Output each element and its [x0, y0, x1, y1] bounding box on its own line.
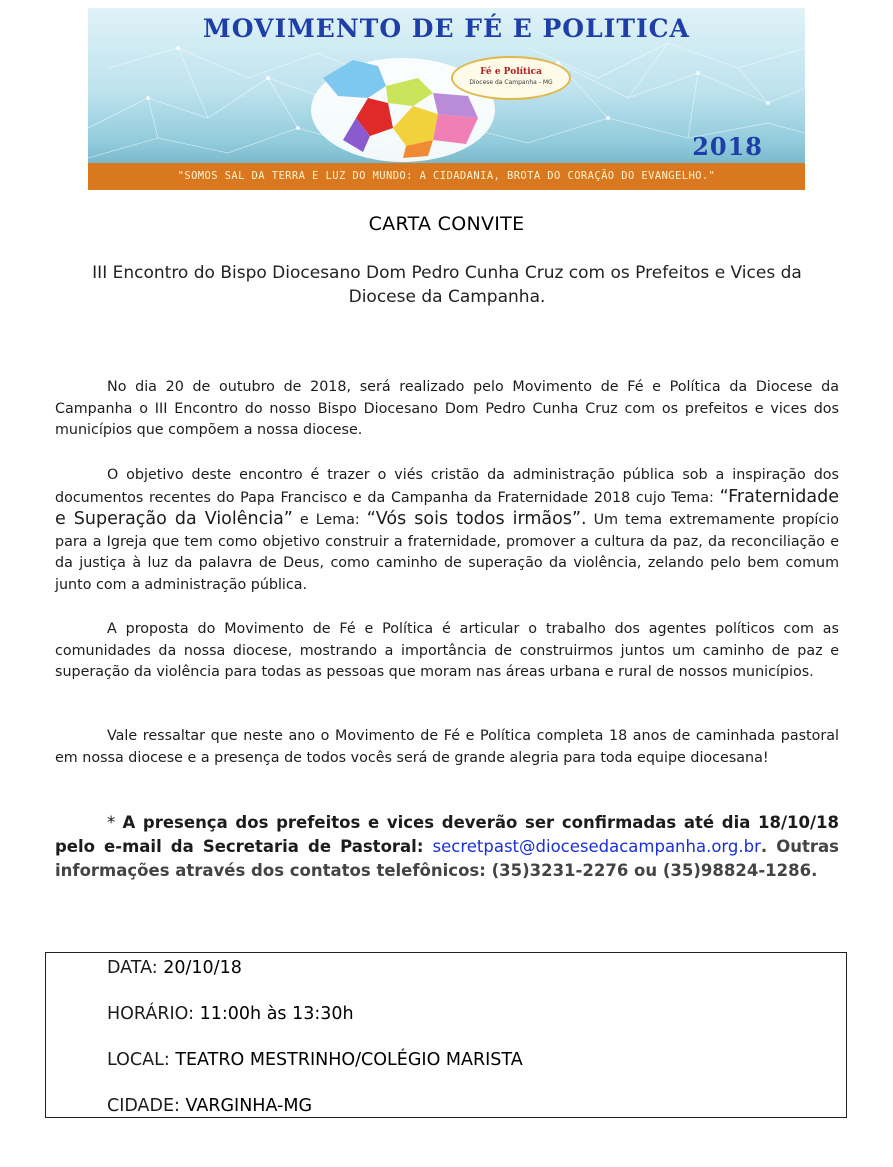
- banner-title: MOVIMENTO DE FÉ E POLITICA: [203, 14, 690, 43]
- banner-motto-strip: [88, 163, 805, 190]
- paragraph-objective: [55, 465, 839, 596]
- location-value: TEATRO MESTRINHO/COLÉGIO MARISTA: [175, 1050, 523, 1070]
- date-value: 20/10/18: [163, 958, 242, 978]
- notice-asterisk: *: [107, 813, 123, 832]
- paragraph-objective-part2: e Lema:: [292, 512, 367, 528]
- event-time-row: [107, 1004, 354, 1024]
- document-subtitle: III Encontro do Bispo Diocesano Dom Pedro Cunha Cruz com os Prefeitos e Vices da Diocese da Campanha.: [92, 263, 802, 307]
- time-value: 11:00h às 13:30h: [199, 1004, 354, 1024]
- header-banner: [88, 8, 805, 190]
- paragraph-proposal: A proposta do Movimento de Fé e Política é articular o trabalho dos agentes políticos com as comunidades da nossa diocese, mostrando a importância de construirmos juntos um caminho de paz e superação da violência para todas as pessoas que moram nas áreas urbana e rural de nossos municípios.: [55, 621, 839, 680]
- paragraph-objective-part3: Um tema extremamente propício para a Igreja que tem como objetivo construir a fraternidade, promover a cultura da paz, da reconciliação e da justiça à luz da palavra de Deus, como caminho de superação da violência, zelando pelo bem comum junto com a administração pública.: [55, 512, 839, 593]
- logo-text: Fé e Política: [480, 67, 542, 77]
- confirmation-notice: [55, 811, 839, 883]
- notice-text: A presença dos prefeitos e vices deverão ser confirmadas até dia 18/10/18 pelo e-mail da Secretaria de Pastoral:: [55, 813, 839, 856]
- date-label: DATA:: [107, 958, 164, 978]
- paragraph-intro: No dia 20 de outubro de 2018, será realizado pelo Movimento de Fé e Política da Diocese da Campanha o III Encontro do nosso Bispo Diocesano Dom Pedro Cunha Cruz com os prefeitos e vices dos municípios que compõem a nossa diocese.: [55, 379, 839, 438]
- campaign-theme: “Fraternidade e Superação da Violência”: [55, 486, 839, 529]
- city-value: VARGINHA-MG: [185, 1096, 313, 1116]
- location-label: LOCAL:: [107, 1050, 176, 1070]
- notice-contacts: . Outras informações através dos contatos telefônicos: (35)3231-2276 ou (35)98824-1286.: [55, 837, 839, 880]
- banner-motto: "SOMOS SAL DA TERRA E LUZ DO MUNDO: A CIDADANIA, BROTA DO CORAÇÃO DO EVANGELHO.": [177, 170, 716, 182]
- banner-year: 2018: [692, 132, 763, 161]
- campaign-motto: “Vós sois todos irmãos”.: [366, 509, 587, 529]
- event-city-row: [107, 1096, 312, 1116]
- paragraph-anniversary: Vale ressaltar que neste ano o Movimento de Fé e Política completa 18 anos de caminhada pastoral em nossa diocese e a presença de todos vocês será de grande alegria para toda equipe diocesana!: [55, 728, 839, 766]
- event-location-row: [107, 1050, 523, 1070]
- time-label: HORÁRIO:: [107, 1004, 200, 1024]
- event-date-row: [107, 958, 242, 978]
- paragraph-objective-part1: O objetivo deste encontro é trazer o viés cristão da administração pública sob a inspiração dos documentos recentes do Papa Francisco e da Campanha da Fraternidade 2018 cujo Tema:: [55, 467, 839, 506]
- email-link[interactable]: secretpast@diocesedacampanha.org.br: [432, 837, 761, 856]
- document-title: CARTA CONVITE: [368, 213, 525, 235]
- fe-e-politica-logo: [451, 56, 571, 100]
- logo-subtext: Diocese da Campanha - MG: [469, 79, 553, 86]
- city-label: CIDADE:: [107, 1096, 186, 1116]
- event-details-box: [45, 952, 847, 1118]
